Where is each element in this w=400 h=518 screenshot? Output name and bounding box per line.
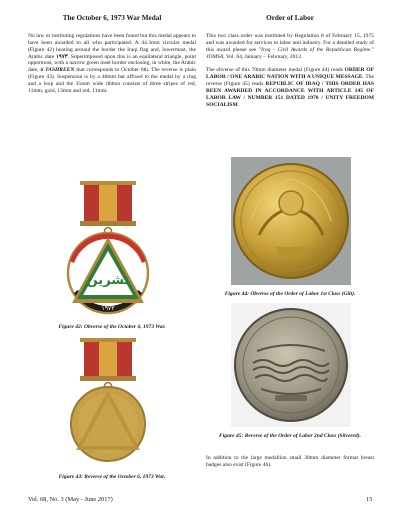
medal-arabic-date: ١٩٧٣ (101, 305, 115, 312)
medal-arabic-inscription: تشرين (86, 273, 130, 288)
footer-issue: Vol. 68, No. 3 (May - June 2017) (28, 496, 113, 503)
figure-44-caption: Figure 44: Obverse of the Order of Labor 1st Class (Gilt). (224, 291, 356, 297)
figure-42-obverse-war-medal (62, 181, 154, 316)
left-column (28, 14, 196, 102)
figure-43-caption: Figure 43: Reverse of the October 6, 1973 War. (58, 474, 166, 480)
figure-43-reverse-war-medal (62, 338, 154, 466)
tashreen-term: 6 TASHREEN (40, 67, 75, 74)
figure-42-caption: Figure 42: Obverse of the October 6, 1973 War. (58, 324, 166, 330)
page-number: 15 (366, 496, 373, 503)
figure-44-obverse-order-of-labor (231, 157, 351, 285)
arabic-date: ١٩٧٣ (55, 53, 68, 60)
section-heading-order-of-labor: Order of Labor (266, 14, 314, 22)
order-of-labor-intro: This two class order was instituted by Regulation 8 of February 15, 1975 and was awarded for services to labor and industry. For a detailed study of this award please see "Iraq - Civil Awards of the Republican Regime." JOMSA, Vol. 64, January – February, 2012. (206, 33, 374, 60)
figure-45-caption: Figure 45: Reverse of the Order of Labor 2nd Class (Silvered). (219, 433, 361, 439)
figure-45-reverse-order-of-labor (231, 303, 351, 427)
breast-badge-note: In addition to the large medallion small 30mm diameter format breast badges also exist (Figure 46). (206, 455, 374, 468)
reference-title: "Iraq - Civil Awards of the Republican Regime." JOMSA (206, 46, 374, 60)
section-heading-war-medal: The October 6, 1973 War Medal (62, 14, 162, 22)
right-column (206, 14, 374, 115)
order-of-labor-description: The obverse of this 70mm diameter medal (Figure 44) reads ORDER OF LABOR / ONE ARABIC NATION WITH A UNIQUE MESSAGE. The reverse (Figure 45) reads REPUBLIC OF IRAQ / THIS ORDER HAS BEEN AWARDED IN ACCORDANCE WITH ARTICLE 145 OF LABOR LAW / NUMBER 151 DATED 1970 / UNITY FREEDOM SOCIALISM. (206, 67, 375, 108)
war-medal-description: No law or instituting regulations have been found but this medal appears to have been awarded to all who participated. A 44.3mm circular medal (Figure 42) bearing around the border the Iraqi flag and, lowermost, the Arabic date ١٩٧٣. Superimposed upon this is an equilateral triangle, point uppermost, with a narrow green inset border enclosing, in white, the Arabic date, 6 TASHREEN that corresponds to October 6th. The reverse is plain (Figure 43). Suspension is by a 40mm bar affixed to the medal by a ring and a loop and the 35mm wide ribbon consists of three stripes of red, 11mm, gold, 13mm and red, 11mm. (28, 33, 196, 94)
